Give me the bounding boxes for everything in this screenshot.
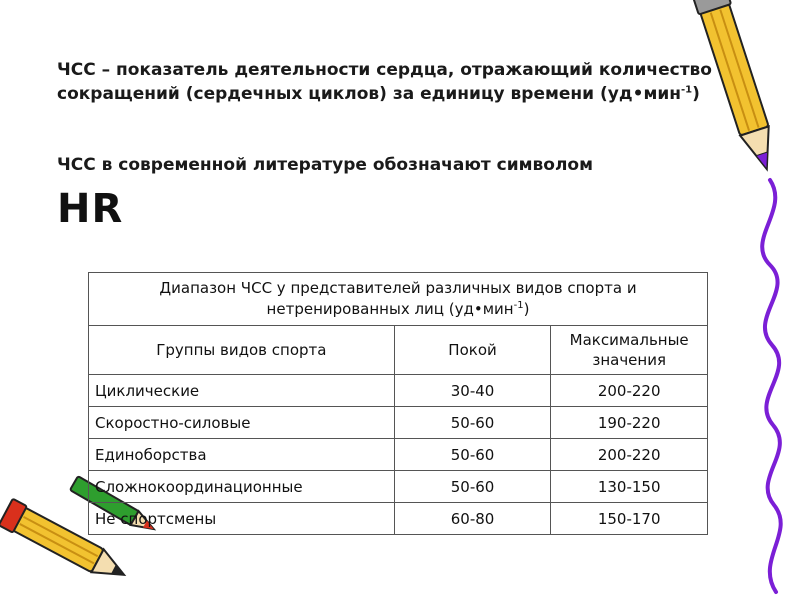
cell-max: 190-220 xyxy=(551,407,708,439)
cell-sport-group: Сложнокоординационные xyxy=(89,471,395,503)
definition-main: ЧСС – показатель деятельности сердца, отражающий количество сокращений (сердечных циклов) за единицу времени (уд•мин xyxy=(57,60,712,104)
table-row xyxy=(89,407,708,439)
definition-text xyxy=(57,58,737,106)
cell-rest: 50-60 xyxy=(394,471,551,503)
cell-sport-group: Единоборства xyxy=(89,439,395,471)
cell-max: 150-170 xyxy=(551,503,708,535)
cell-max: 130-150 xyxy=(551,471,708,503)
cell-sport-group: Циклические xyxy=(89,375,395,407)
table-caption-row xyxy=(89,273,708,326)
symbol-line: ЧСС в современной литературе обозначают символом xyxy=(57,155,593,175)
cell-max: 200-220 xyxy=(551,375,708,407)
cell-rest: 60-80 xyxy=(394,503,551,535)
table-caption-main: Диапазон ЧСС у представителей различных видов спорта и нетренированных лиц (уд•мин xyxy=(159,279,637,318)
column-header-sport-group: Группы видов спорта xyxy=(89,326,395,375)
column-header-rest: Покой xyxy=(394,326,551,375)
cell-sport-group: Скоростно-силовые xyxy=(89,407,395,439)
cell-rest: 30-40 xyxy=(394,375,551,407)
cell-rest: 50-60 xyxy=(394,407,551,439)
definition-end: ) xyxy=(692,84,700,104)
table-caption-superscript: -1 xyxy=(513,300,524,311)
table-caption xyxy=(89,273,708,326)
cell-sport-group: Не спортсмены xyxy=(89,503,395,535)
table-row xyxy=(89,471,708,503)
table-row xyxy=(89,439,708,471)
column-header-max: Максимальные значения xyxy=(551,326,708,375)
table-row xyxy=(89,375,708,407)
cell-max: 200-220 xyxy=(551,439,708,471)
table-header-row xyxy=(89,326,708,375)
cell-rest: 50-60 xyxy=(394,439,551,471)
table-caption-end: ) xyxy=(523,300,530,318)
symbol-hr: HR xyxy=(57,186,124,232)
definition-superscript: -1 xyxy=(681,84,693,96)
heart-rate-table xyxy=(88,272,708,535)
table-row xyxy=(89,503,708,535)
